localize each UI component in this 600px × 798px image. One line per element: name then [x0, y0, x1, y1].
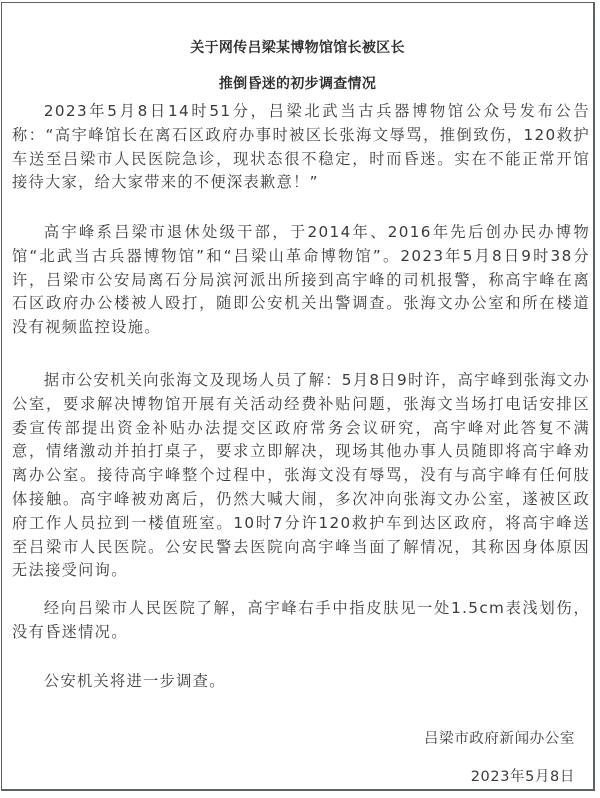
document-title-line-2: 推倒昏迷的初步调查情况 — [218, 76, 377, 92]
paragraph-hospital-finding: 经向吕梁市人民医院了解，高宇峰右手中指皮肤见一处1.5cm表浅划伤，没有昏迷情况。 — [12, 599, 590, 641]
paragraph-further-investigation: 公安机关将进一步调查。 — [43, 672, 226, 690]
paragraph-background: 高宇峰系吕梁市退休处级干部，于2014年、2016年先后创办民办博物馆“北武当古兵器博物馆”和“吕梁山革命博物馆”。2023年5月8日9时38分许，吕梁市公安局离石分局滨河派出所接到高宇峰的司机报警，称高宇峰在离石区政府办公楼被人殴打，随即公安机关出警调查。张海文办公室和所在楼道没有视频监控设施。 — [12, 223, 590, 337]
paragraph-announcement: 2023年5月8日14时51分，吕梁北武当古兵器博物馆公众号发布公告称：“高宇峰馆长在离石区政府办事时被区长张海文辱骂，推倒致伤，120救护车送至吕梁市人民医院急诊，现状态很不稳定，时而昏迷。实在不能正常开馆接待大家，给大家带来的不便深表歉意！” — [12, 102, 590, 192]
document-frame — [1, 2, 595, 791]
paragraph-investigation: 据市公安机关向张海文及现场人员了解：5月8日9时许，高宇峰到张海文办公室，要求解决博物馆开展有关活动经费补贴问题，张海文当场打电话安排区委宣传部提出资金补贴办法提交区政府常务会议研究，高宇峰对此答复不满意，情绪激动并拍打桌子，要求立即解决，现场其他办事人员随即将高宇峰劝离办公室。接待高宇峰整个过程中，张海文没有辱骂，没有与高宇峰有任何肢体接触。高宇峰被劝离后，仍然大喊大闹，多次冲向张海文办公室，遂被区政府工作人员拉到一楼值班室。10时7分许120救护车到达区政府，将高宇峰送至吕梁市人民医院。公安民警去医院向高宇峰当面了解情况，其称因身体原因无法接受问询。 — [12, 371, 590, 580]
signature-date: 2023年5月8日 — [470, 769, 575, 785]
document-title-line-1: 关于网传吕梁某博物馆馆长被区长 — [190, 40, 405, 56]
signature-organization: 吕梁市政府新闻办公室 — [424, 731, 575, 747]
